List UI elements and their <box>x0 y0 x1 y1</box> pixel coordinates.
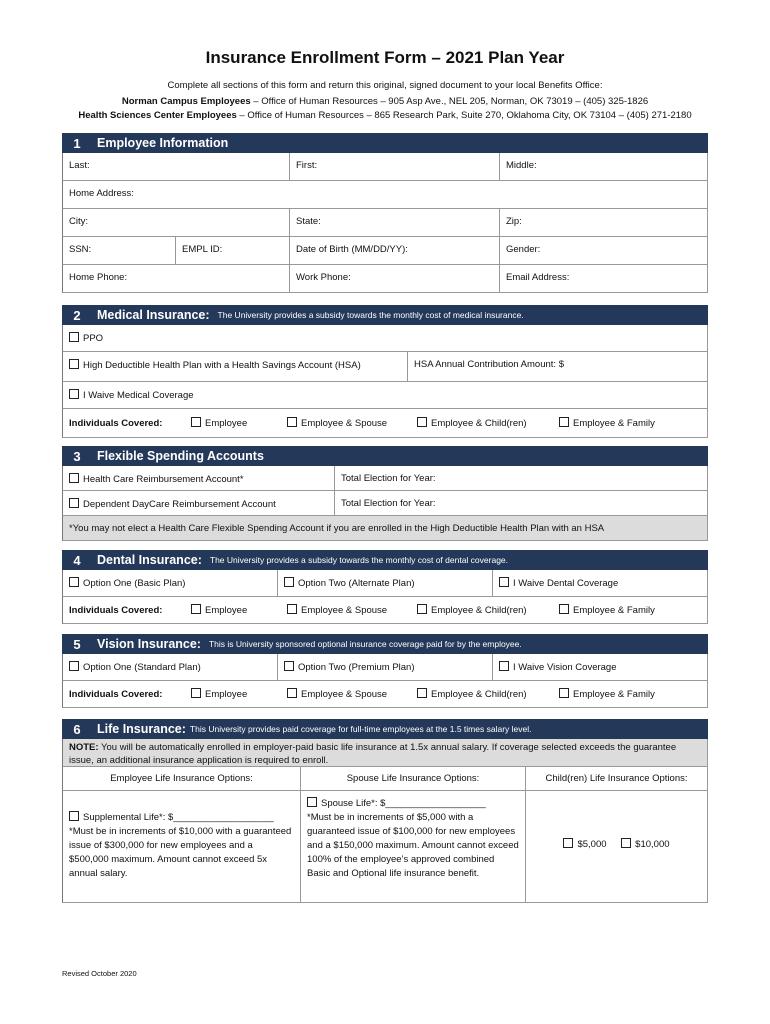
supplemental-life-field[interactable] <box>69 811 294 825</box>
checkbox[interactable] <box>499 661 509 671</box>
health-care-fsa-label: Health Care Reimbursement Account* <box>83 474 244 485</box>
hsc-label: Health Sciences Center Employees <box>78 110 237 121</box>
checkbox[interactable] <box>284 661 294 671</box>
dental-waive-label: I Waive Dental Coverage <box>513 578 619 589</box>
dental-individuals-covered <box>62 597 708 624</box>
dependent-care-fsa-label: Dependent DayCare Reimbursement Account <box>83 499 276 510</box>
life-notice <box>63 739 708 766</box>
ppo-label: PPO <box>83 333 104 344</box>
section-number: 1 <box>73 135 81 151</box>
checkbox[interactable] <box>69 359 79 369</box>
section-flexible-spending <box>62 446 708 541</box>
checkbox[interactable] <box>69 332 79 342</box>
checkbox[interactable] <box>284 577 294 587</box>
fsa-note: *You may not elect a Health Care Flexible Spending Account if you are enrolled in the High Deductible Health Plan with an HSA <box>63 516 708 540</box>
checkbox[interactable] <box>287 417 297 427</box>
home-address-field[interactable]: Home Address: <box>63 181 708 208</box>
checkbox[interactable] <box>621 838 631 848</box>
vision-option-two-label: Option Two (Premium Plan) <box>298 662 415 673</box>
checkbox[interactable] <box>69 498 79 508</box>
child-life-5000-label: $5,000 <box>577 839 607 850</box>
child-life-10000-label: $10,000 <box>635 839 670 850</box>
checkbox[interactable] <box>191 604 201 614</box>
checkbox[interactable] <box>563 838 573 848</box>
spouse-life-field[interactable] <box>307 797 519 811</box>
checkbox[interactable] <box>559 688 569 698</box>
section-title: Dental Insurance: <box>97 553 202 567</box>
employee-life-options <box>63 791 301 902</box>
coverage-employee-family[interactable] <box>559 417 655 429</box>
intro-hsc <box>0 110 770 121</box>
coverage-employee-family[interactable] <box>559 688 655 700</box>
form-title: Insurance Enrollment Form – 2021 Plan Year <box>205 48 565 67</box>
hsc-address: – Office of Human Resources – 865 Research Park, Suite 270, Oklahoma City, OK 73104 – (405) 271-2180 <box>236 110 692 121</box>
checkbox[interactable] <box>69 811 79 821</box>
section-dental-insurance <box>62 550 708 624</box>
section-title: Flexible Spending Accounts <box>97 449 264 463</box>
spouse-life-header: Spouse Life Insurance Options: <box>301 767 526 790</box>
coverage-children-label: Employee & Child(ren) <box>431 418 527 429</box>
checkbox[interactable] <box>307 797 317 807</box>
section-note: This University provides paid coverage for full-time employees at the 1.5 times salary level. <box>189 724 532 734</box>
ssn-field[interactable]: SSN: <box>63 237 176 264</box>
vision-individuals-covered <box>62 681 708 708</box>
child-life-header: Child(ren) Life Insurance Options: <box>526 767 708 790</box>
coverage-employee-spouse[interactable] <box>287 417 417 429</box>
section-employee-information <box>62 133 708 293</box>
first-name-field[interactable]: First: <box>290 153 500 180</box>
section-note: The University provides a subsidy towards the monthly cost of medical insurance. <box>217 310 524 320</box>
waive-medical-label: I Waive Medical Coverage <box>83 390 194 401</box>
dental-option-one[interactable] <box>63 570 278 596</box>
dependent-care-total-field[interactable]: Total Election for Year: <box>335 491 708 515</box>
coverage-employee-children[interactable] <box>417 417 559 429</box>
norman-address: – Office of Human Resources – 905 Asp Ave., NEL 205, Norman, OK 73019 – (405) 325-1826 <box>250 96 649 107</box>
checkbox[interactable] <box>191 688 201 698</box>
ppo-option[interactable] <box>63 325 708 351</box>
section-medical-insurance <box>62 305 708 438</box>
dependent-care-fsa-option[interactable] <box>63 491 335 515</box>
section-title: Life Insurance: <box>97 722 186 736</box>
individuals-covered-label: Individuals Covered: <box>69 688 163 700</box>
section-note: The University provides a subsidy towards the monthly cost of dental coverage. <box>209 555 509 565</box>
vision-option-one-label: Option One (Standard Plan) <box>83 662 201 673</box>
notice-text: You will be automatically enrolled in employer-paid basic life insurance at 1.5x annual salary. If coverage selected exceeds the guarantee issue, an additional insurance application is required to enroll. <box>69 742 677 766</box>
supplemental-life-label: Supplemental Life*: $___________________ <box>83 812 274 823</box>
child-life-5000[interactable] <box>563 839 606 850</box>
coverage-children-label: Employee & Child(ren) <box>431 605 527 616</box>
dental-option-one-label: Option One (Basic Plan) <box>83 578 186 589</box>
checkbox[interactable] <box>559 604 569 614</box>
individuals-covered-label: Individuals Covered: <box>69 604 163 616</box>
checkbox[interactable] <box>559 417 569 427</box>
vision-option-two[interactable] <box>278 654 493 680</box>
revision-date: Revised October 2020 <box>62 969 137 978</box>
notice-label: NOTE: <box>69 742 99 753</box>
coverage-employee[interactable] <box>191 604 287 616</box>
section-title: Employee Information <box>97 136 229 150</box>
supplemental-life-note: *Must be in increments of $10,000 with a guaranteed issue of $300,000 for new employees and a $500,000 maximum. Amount cannot exceed 5x annual salary. <box>69 826 292 879</box>
coverage-employee-family[interactable] <box>559 604 655 616</box>
dental-option-two-label: Option Two (Alternate Plan) <box>298 578 415 589</box>
section-header <box>62 446 708 466</box>
individuals-covered-label: Individuals Covered: <box>69 417 163 429</box>
dental-option-two[interactable] <box>278 570 493 596</box>
health-care-fsa-option[interactable] <box>63 466 335 490</box>
coverage-spouse-label: Employee & Spouse <box>301 418 388 429</box>
coverage-employee-spouse[interactable] <box>287 604 417 616</box>
section-number: 6 <box>73 721 81 737</box>
section-title: Medical Insurance: <box>97 308 210 322</box>
hsa-amount-field[interactable]: HSA Annual Contribution Amount: $ <box>408 352 708 381</box>
dental-waive-option[interactable] <box>493 570 708 596</box>
coverage-employee[interactable] <box>191 417 287 429</box>
section-header <box>62 719 708 739</box>
checkbox[interactable] <box>417 604 427 614</box>
section-number: 3 <box>73 448 81 464</box>
hdhp-option[interactable] <box>63 352 408 381</box>
checkbox[interactable] <box>69 473 79 483</box>
checkbox[interactable] <box>417 417 427 427</box>
vision-waive-label: I Waive Vision Coverage <box>513 662 617 673</box>
intro-norman <box>0 96 770 107</box>
hdhp-label: High Deductible Health Plan with a Health Savings Account (HSA) <box>83 360 361 371</box>
work-phone-field[interactable]: Work Phone: <box>290 265 500 292</box>
section-header <box>62 305 708 325</box>
gender-field[interactable]: Gender: <box>500 237 708 264</box>
spouse-life-options <box>301 791 526 902</box>
section-header <box>62 634 708 654</box>
coverage-employee-spouse[interactable] <box>287 688 417 700</box>
zip-field[interactable]: Zip: <box>500 209 708 236</box>
home-phone-field[interactable]: Home Phone: <box>63 265 290 292</box>
vision-option-one[interactable] <box>63 654 278 680</box>
coverage-employee-label: Employee <box>205 605 248 616</box>
city-field[interactable]: City: <box>63 209 290 236</box>
section-header <box>62 133 708 153</box>
email-field[interactable]: Email Address: <box>500 265 708 292</box>
intro-instructions: Complete all sections of this form and return this original, signed document to your local Benefits Office: <box>167 80 603 91</box>
checkbox[interactable] <box>69 389 79 399</box>
coverage-employee-children[interactable] <box>417 604 559 616</box>
coverage-family-label: Employee & Family <box>573 689 655 700</box>
medical-individuals-covered <box>62 409 708 438</box>
coverage-family-label: Employee & Family <box>573 605 655 616</box>
spouse-life-label: Spouse Life*: $___________________ <box>321 798 486 809</box>
vision-waive-option[interactable] <box>493 654 708 680</box>
empl-id-field[interactable]: EMPL ID: <box>176 237 290 264</box>
child-life-options <box>526 791 708 902</box>
health-care-total-field[interactable]: Total Election for Year: <box>335 466 708 490</box>
checkbox[interactable] <box>191 417 201 427</box>
checkbox[interactable] <box>417 688 427 698</box>
section-title: Vision Insurance: <box>97 637 201 651</box>
last-name-field[interactable]: Last: <box>63 153 290 180</box>
section-header <box>62 550 708 570</box>
coverage-children-label: Employee & Child(ren) <box>431 689 527 700</box>
coverage-employee[interactable] <box>191 688 287 700</box>
checkbox[interactable] <box>499 577 509 587</box>
norman-label: Norman Campus Employees <box>121 96 251 107</box>
section-life-insurance <box>62 719 708 903</box>
coverage-employee-label: Employee <box>205 689 248 700</box>
coverage-employee-children[interactable] <box>417 688 559 700</box>
checkbox[interactable] <box>287 688 297 698</box>
child-life-10000[interactable] <box>621 839 669 850</box>
spouse-life-note: *Must be in increments of $5,000 with a guaranteed issue of $100,000 for new employees and a $150,000 maximum. Amount cannot exceed 100% of the employee’s approved combined Basic and Optional life insurance benefit. <box>307 812 519 879</box>
section-vision-insurance <box>62 634 708 708</box>
coverage-family-label: Employee & Family <box>573 418 655 429</box>
checkbox[interactable] <box>69 661 79 671</box>
middle-name-field[interactable]: Middle: <box>500 153 708 180</box>
coverage-spouse-label: Employee & Spouse <box>301 689 388 700</box>
section-number: 2 <box>73 307 81 323</box>
section-number: 5 <box>73 636 81 652</box>
waive-medical-option[interactable] <box>63 382 708 408</box>
checkbox[interactable] <box>69 577 79 587</box>
employee-life-header: Employee Life Insurance Options: <box>63 767 301 790</box>
checkbox[interactable] <box>287 604 297 614</box>
date-of-birth-field[interactable]: Date of Birth (MM/DD/YY): <box>290 237 500 264</box>
section-number: 4 <box>73 552 81 568</box>
coverage-spouse-label: Employee & Spouse <box>301 605 388 616</box>
state-field[interactable]: State: <box>290 209 500 236</box>
coverage-employee-label: Employee <box>205 418 248 429</box>
section-note: This is University sponsored optional insurance coverage paid for by the employee. <box>208 639 522 649</box>
